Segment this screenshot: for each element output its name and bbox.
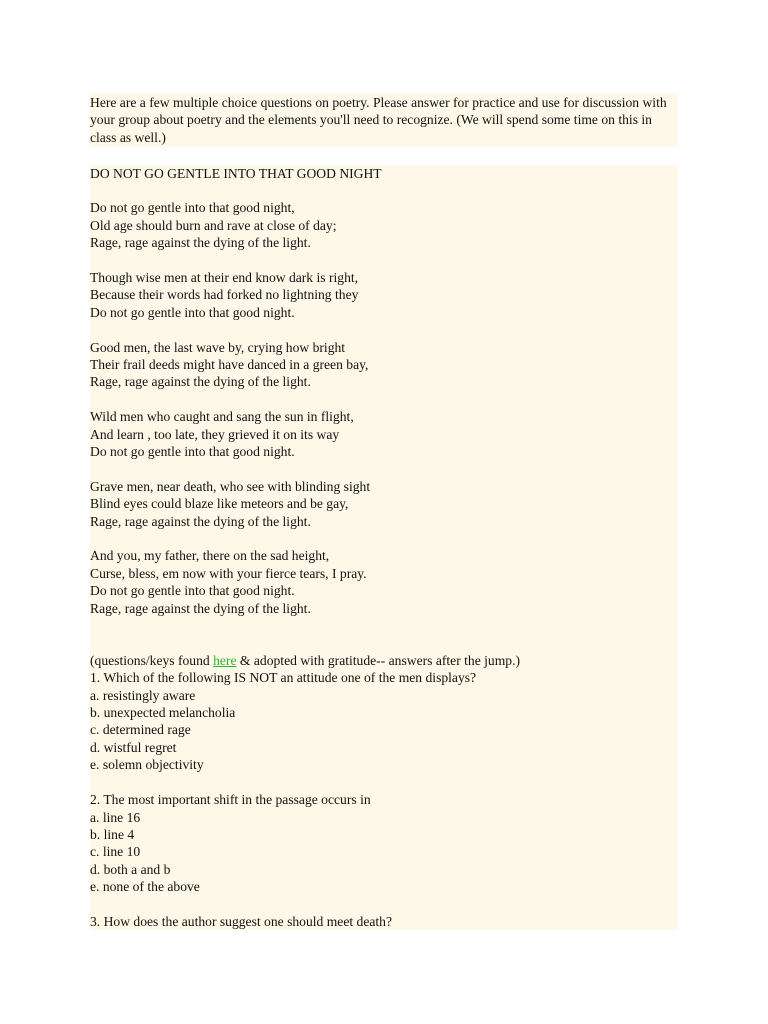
source-note: (questions/keys found here & adopted with gratitude-- answers after the jump.) bbox=[90, 652, 520, 668]
poem-title: DO NOT GO GENTLE INTO THAT GOOD NIGHT bbox=[90, 165, 382, 181]
intro-paragraph: Here are a few multiple choice questions on poetry. Please answer for practice and use for discussion with your group about poetry and the elements you'll need to recognize. (We will spend some time on this in class as well.) bbox=[90, 93, 678, 147]
poem-line: Grave men, near death, who see with blinding sight bbox=[90, 478, 371, 494]
poem-line: Rage, rage against the dying of the light. bbox=[90, 600, 311, 616]
stanza-3 bbox=[90, 339, 678, 391]
document-page bbox=[90, 93, 678, 930]
answer-option: b. line 4 bbox=[90, 826, 135, 842]
answer-option: e. none of the above bbox=[90, 879, 200, 895]
stanza-1 bbox=[90, 199, 678, 251]
source-link[interactable]: here bbox=[213, 652, 237, 668]
poem-line: Do not go gentle into that good night. bbox=[90, 583, 295, 599]
question-2 bbox=[90, 791, 678, 895]
answer-option: d. wistful regret bbox=[90, 739, 177, 755]
poem-line: Their frail deeds might have danced in a green bay, bbox=[90, 357, 369, 373]
poem-line: Old age should burn and rave at close of day; bbox=[90, 217, 337, 233]
question-1 bbox=[90, 669, 678, 773]
question-3 bbox=[90, 913, 678, 930]
question-text: 2. The most important shift in the passage occurs in bbox=[90, 792, 371, 808]
spacer bbox=[90, 147, 678, 164]
poem-line: Though wise men at their end know dark is right, bbox=[90, 270, 359, 286]
answer-option: a. line 16 bbox=[90, 809, 141, 825]
poem-line: Rage, rage against the dying of the light. bbox=[90, 374, 311, 390]
poem-line: And you, my father, there on the sad height, bbox=[90, 548, 330, 564]
answer-option: c. line 10 bbox=[90, 844, 141, 860]
answer-option: c. determined rage bbox=[90, 722, 191, 738]
stanza-2 bbox=[90, 269, 678, 321]
answer-option: b. unexpected melancholia bbox=[90, 705, 236, 721]
answer-option: a. resistingly aware bbox=[90, 687, 196, 703]
poem-line: Do not go gentle into that good night. bbox=[90, 304, 295, 320]
poem-line: Blind eyes could blaze like meteors and be gay, bbox=[90, 496, 349, 512]
poem-line: Because their words had forked no lightning they bbox=[90, 287, 359, 303]
poem-line: Rage, rage against the dying of the light. bbox=[90, 513, 311, 529]
poem-line: Curse, bless, em now with your fierce tears, I pray. bbox=[90, 565, 367, 581]
poem-line: Rage, rage against the dying of the light. bbox=[90, 235, 311, 251]
question-text: 3. How does the author suggest one should meet death? bbox=[90, 913, 393, 929]
poem-line: Do not go gentle into that good night. bbox=[90, 444, 295, 460]
answer-option: e. solemn objectivity bbox=[90, 757, 204, 773]
poem-line: Do not go gentle into that good night, bbox=[90, 200, 295, 216]
question-text: 1. Which of the following IS NOT an attitude one of the men displays? bbox=[90, 670, 477, 686]
stanza-4 bbox=[90, 408, 678, 460]
stanza-5 bbox=[90, 478, 678, 530]
stanza-6 bbox=[90, 547, 678, 617]
poem-line: And learn , too late, they grieved it on its way bbox=[90, 426, 340, 442]
poem-line: Good men, the last wave by, crying how bright bbox=[90, 339, 346, 355]
poem-line: Wild men who caught and sang the sun in flight, bbox=[90, 409, 354, 425]
poem-section bbox=[90, 165, 678, 931]
answer-option: d. both a and b bbox=[90, 861, 171, 877]
